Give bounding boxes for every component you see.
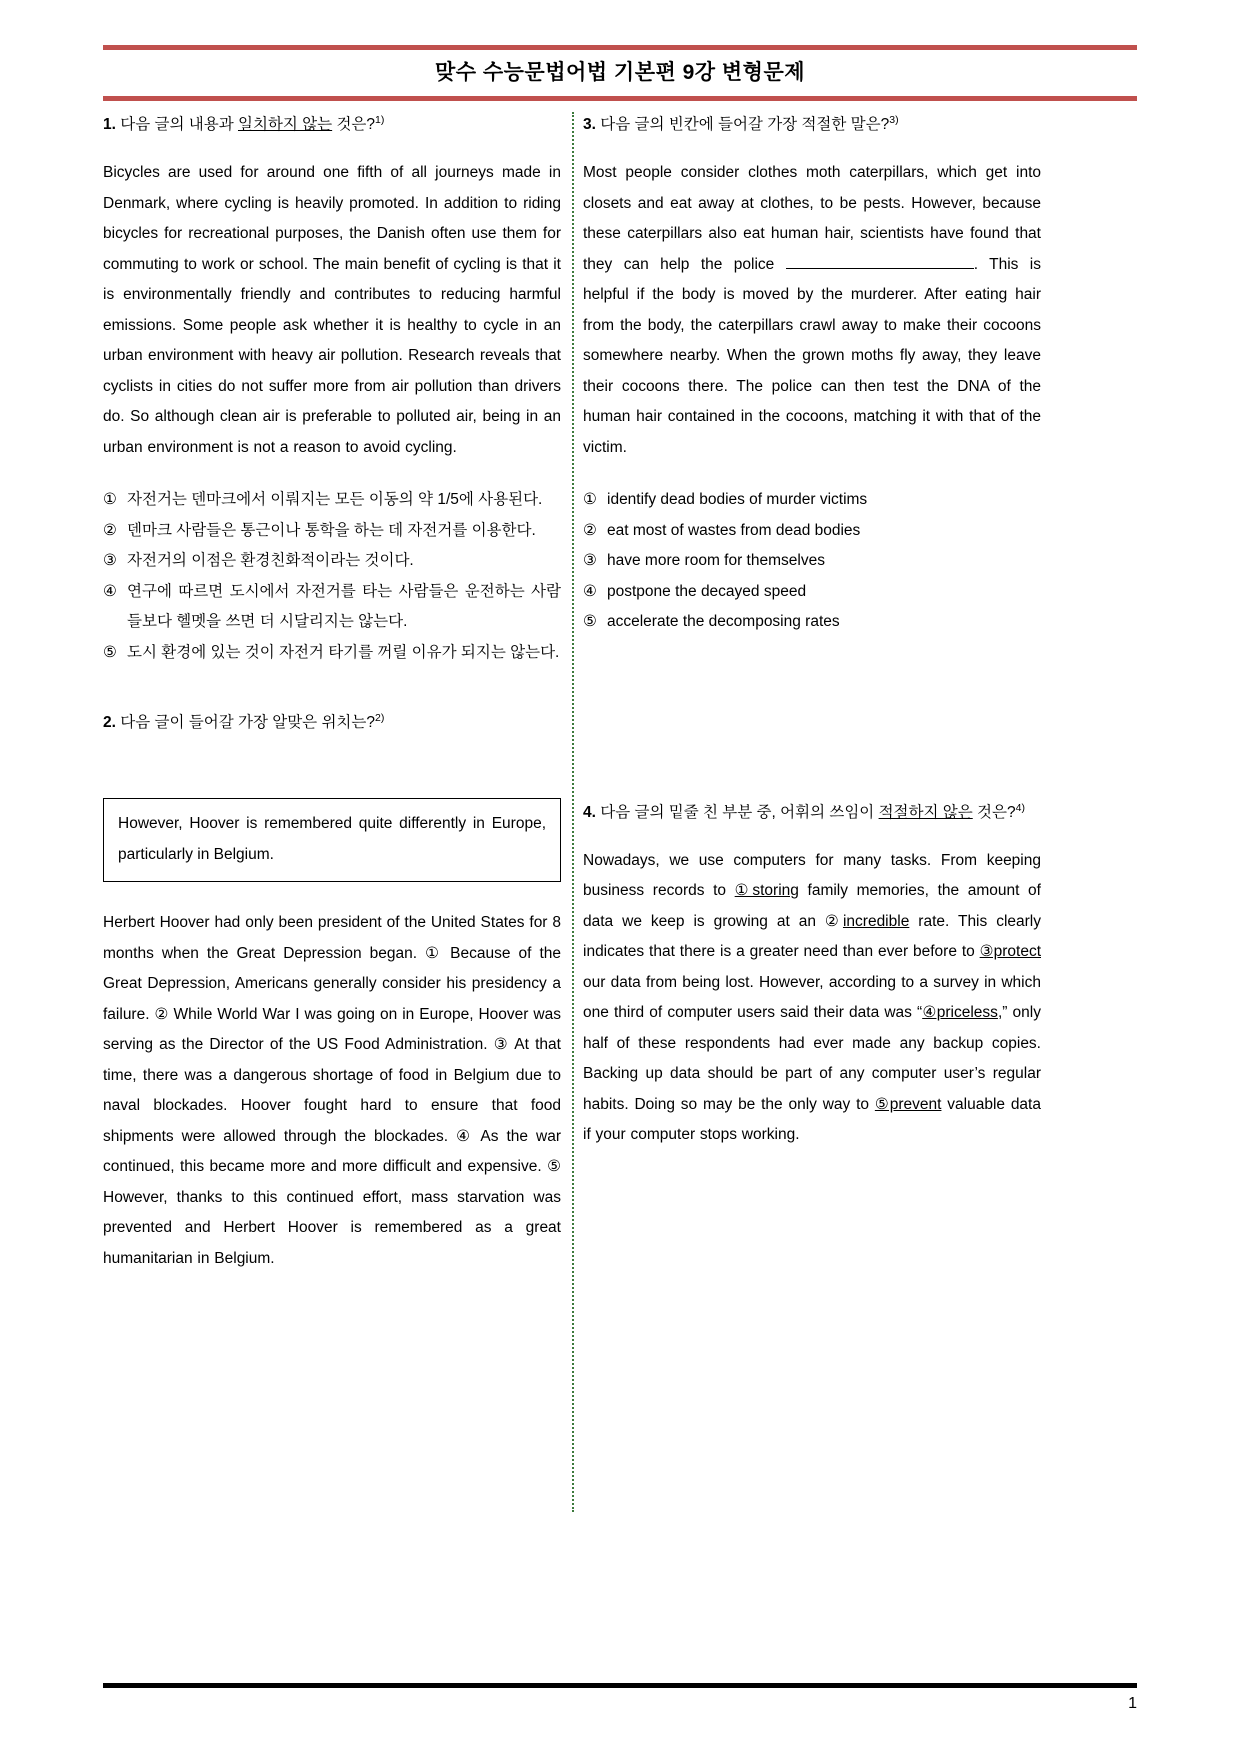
- choice-marker: ⑤: [103, 643, 117, 661]
- passage-seg: Nowadays, we use computers for many tasks. From keeping business records to: [583, 851, 1041, 899]
- choice-label: 도시 환경에 있는 것이 자전거 타기를 꺼릴 이유가 되지는 않는다.: [127, 643, 560, 661]
- question-2: [103, 710, 561, 1274]
- passage-seg: Most people consider clothes moth caterpillars, which get into closets and eat away at clothes, to be pests. However, because these caterpillars also eat human hair, scientists have found that they can help the police: [583, 164, 1041, 273]
- passage-seg: rate. This clearly indicates that there is a greater need than ever before to: [583, 912, 1041, 960]
- choice-item[interactable]: [583, 607, 1041, 638]
- passage-seg: While World War I was going on in Europe, Hoover was serving as the Director of the US Food Administration.: [103, 1005, 561, 1053]
- choice-marker: ③: [583, 552, 597, 569]
- choice-label: identify dead bodies of murder victims: [607, 491, 868, 508]
- footer-rule: [103, 1683, 1137, 1688]
- insert-marker-3[interactable]: ③: [493, 1036, 509, 1053]
- choice-item[interactable]: [583, 546, 1041, 577]
- passage-seg: However, thanks to this continued effort, mass starvation was prevented and Herbert Hoover is remembered as a great humanitarian in Belgium.: [103, 1188, 561, 1267]
- choice-label: eat most of wastes from dead bodies: [607, 521, 861, 539]
- column-divider: [572, 112, 574, 1512]
- question-4-heading: [583, 800, 1041, 826]
- answer-blank: [786, 253, 974, 269]
- page-number: 1: [1128, 1695, 1137, 1712]
- passage-seg: . This is helpful if the body is moved by the murderer. After eating hair from the body, the caterpillars crawl away to make their cocoons somewhere nearby. When the grown moths fly away, they leave their cocoons there. The police can then test the DNA of the human hair contained in the cocoons, matching it with that of the victim.: [583, 255, 1042, 456]
- choice-marker: ④: [103, 582, 117, 600]
- question-2-number: 2.: [103, 714, 116, 731]
- question-4-passage: [583, 846, 1041, 1151]
- choice-marker: ①: [103, 491, 117, 508]
- passage-seg: As the war continued, this became more and more difficult and expensive.: [103, 1127, 561, 1175]
- question-4-text-before: 다음 글의 밑줄 친 부분 중, 어휘의 쓰임이: [595, 803, 879, 821]
- question-3-choices: [583, 485, 1041, 638]
- passage-seg: valuable data if your computer stops working.: [583, 1095, 1041, 1143]
- question-3-heading: [583, 112, 1041, 138]
- insert-marker-4[interactable]: ④: [456, 1127, 474, 1145]
- question-3-number: 3.: [583, 116, 596, 133]
- question-4-text-after: 것은?: [972, 803, 1016, 821]
- passage-seg: ,” only half of these respondents had ever made any backup copies. Backing up data should be part of any computer user’s regular habits. Doing so may be the only way to: [583, 1004, 1041, 1113]
- question-1-footnote: 1): [375, 113, 385, 126]
- header-rule-bottom: [103, 96, 1137, 101]
- choice-label: 자전거의 이점은 환경친화적이라는 것이다.: [127, 552, 414, 569]
- pre-box-spacer: [103, 756, 561, 798]
- choice-marker: ⑤: [583, 613, 597, 630]
- choice-marker: ①: [583, 491, 597, 508]
- left-column: [103, 112, 561, 1296]
- choice-item[interactable]: [103, 516, 561, 547]
- question-2-heading: [103, 710, 561, 736]
- choice-marker: ③: [103, 552, 117, 569]
- question-1-heading: [103, 112, 561, 138]
- right-column: [583, 112, 1041, 1173]
- question-1: [103, 112, 561, 668]
- question-4-underlined: 적절하지 않은: [878, 803, 973, 821]
- choice-item[interactable]: [103, 485, 561, 516]
- question-1-underlined: 일치하지 않는: [237, 116, 333, 133]
- vocab-choice-5[interactable]: ⑤prevent: [874, 1095, 942, 1113]
- question-3-passage: [583, 158, 1041, 463]
- insert-marker-1[interactable]: ①: [425, 944, 443, 962]
- vocab-choice-1[interactable]: ①storing: [734, 882, 799, 899]
- choice-label: 연구에 따르면 도시에서 자전거를 타는 사람들은 운전하는 사람들보다 헬멧을 쓰면 더 시달리지는 않는다.: [127, 582, 561, 630]
- choice-label: 덴마크 사람들은 통근이나 통학을 하는 데 자전거를 이용한다.: [127, 521, 536, 539]
- insert-marker-2[interactable]: ②: [154, 1005, 169, 1023]
- choice-label: postpone the decayed speed: [607, 582, 807, 600]
- vocab-choice-4[interactable]: ④priceless: [922, 1004, 998, 1021]
- question-1-text-before: 다음 글의 내용과: [115, 116, 238, 133]
- choice-item[interactable]: [103, 546, 561, 577]
- question-3: [583, 112, 1041, 638]
- question-1-number: 1.: [103, 116, 116, 133]
- section-spacer: [583, 758, 1041, 800]
- choice-marker: ④: [583, 582, 597, 600]
- question-3-text: 다음 글의 빈칸에 들어갈 가장 적절한 말은?: [595, 116, 890, 133]
- question-1-passage: Bicycles are used for around one fifth of all journeys made in Denmark, where cycling is heavily promoted. In addition to riding bicycles for recreational purposes, the Danish often use them for commuting to work or school. The main benefit of cycling is that it is environmentally friendly and contributes to reducing harmful emissions. Some people ask whether it is healthy to cycle in an urban environment with heavy air pollution. Research reveals that cyclists in cities do not suffer more from air pollution than drivers do. So although clean air is preferable to polluted air, being in an urban environment is not a reason to avoid cycling.: [103, 164, 561, 456]
- passage-seg: Because of the Great Depression, Americans generally consider his presidency a failure.: [103, 944, 561, 1023]
- choice-item[interactable]: [583, 577, 1041, 608]
- question-4-number: 4.: [583, 803, 596, 821]
- question-2-footnote: 2): [375, 711, 385, 724]
- section-spacer: [583, 638, 1041, 698]
- choice-item[interactable]: [103, 638, 561, 669]
- choice-label: accelerate the decomposing rates: [607, 613, 840, 630]
- insert-marker-5[interactable]: ⑤: [547, 1158, 561, 1175]
- section-spacer: [103, 668, 561, 710]
- page-title: 맞수 수능문법어법 기본편 9강 변형문제: [434, 61, 806, 84]
- question-2-passage: [103, 908, 561, 1274]
- choice-marker: ②: [103, 521, 117, 539]
- choice-label: 자전거는 덴마크에서 이뤄지는 모든 이동의 약 1/5에 사용된다.: [127, 491, 543, 508]
- vocab-choice-2[interactable]: incredible: [842, 912, 910, 930]
- choice-item[interactable]: [583, 516, 1041, 547]
- passage-seg: our data from being lost. However, according to a survey in which one third of computer users said their data was “: [583, 973, 1041, 1021]
- passage-seg: family memories, the amount of data we keep is growing at an ②: [583, 882, 1041, 930]
- question-4-footnote: 4): [1015, 801, 1025, 814]
- section-spacer: [583, 698, 1041, 758]
- question-4: [583, 800, 1041, 1151]
- passage-seg: At that time, there was a dangerous shortage of food in Belgium due to naval blockades. Hoover fought hard to ensure that food shipments were allowed through the blockades.: [103, 1036, 561, 1145]
- choice-label: have more room for themselves: [607, 552, 825, 569]
- insert-sentence-box: However, Hoover is remembered quite differently in Europe, particularly in Belgium.: [103, 798, 561, 882]
- question-1-text-after: 것은?: [332, 116, 376, 133]
- choice-item[interactable]: [583, 485, 1041, 516]
- header-rule-top: [103, 45, 1137, 50]
- choice-item[interactable]: [103, 577, 561, 638]
- question-3-footnote: 3): [889, 113, 899, 126]
- choice-marker: ②: [583, 521, 597, 539]
- question-2-text: 다음 글이 들어갈 가장 알맞은 위치는?: [115, 714, 375, 731]
- vocab-choice-3[interactable]: ③protect: [979, 943, 1041, 960]
- question-1-choices: [103, 485, 561, 668]
- passage-seg: Herbert Hoover had only been president of the United States for 8 months when the Great Depression began.: [103, 914, 561, 962]
